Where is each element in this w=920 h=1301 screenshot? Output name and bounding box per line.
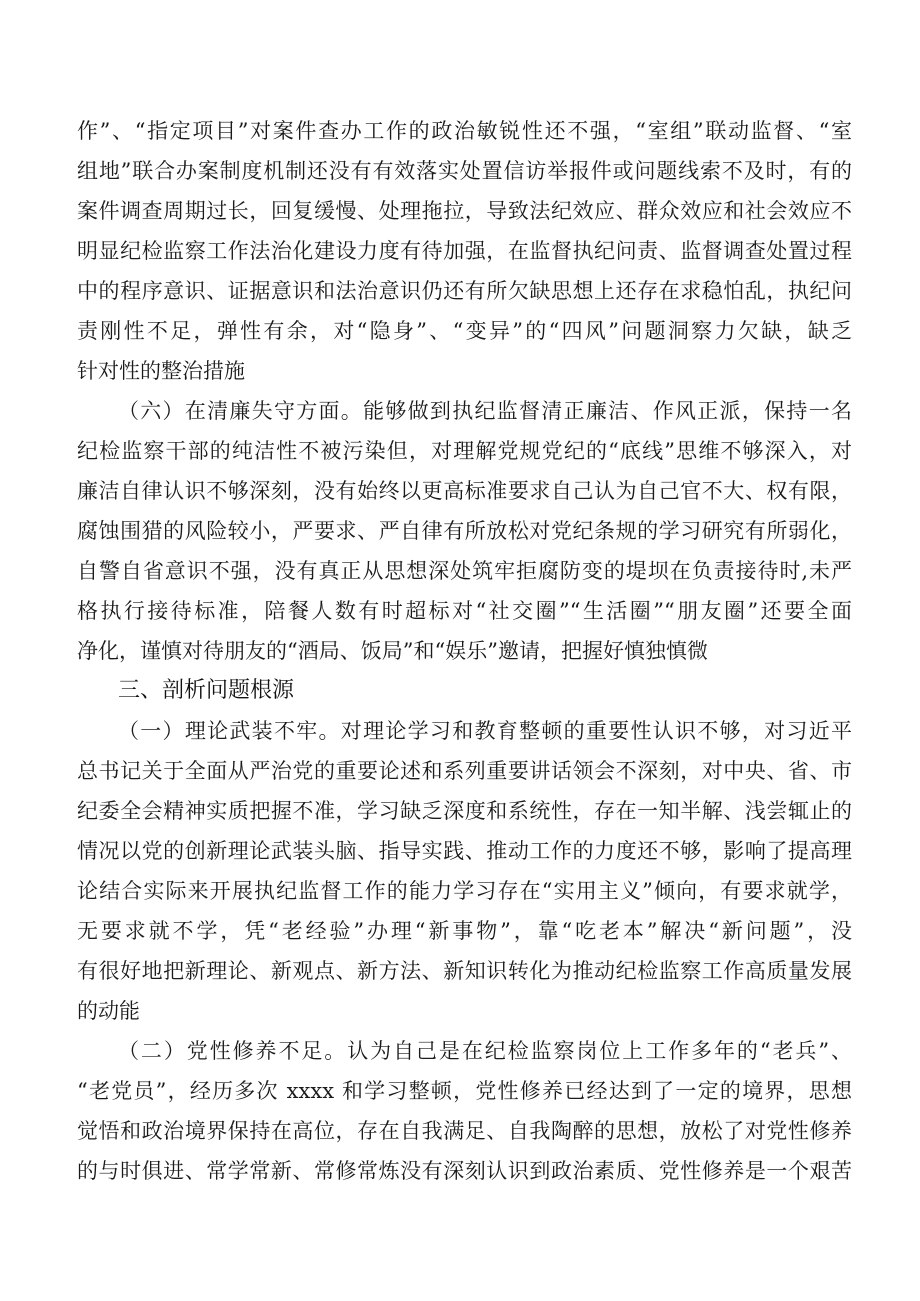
body-text-line: “老党员”，经历多次 xxxx 和学习整顿，党性修养已经达到了一定的境界，思想 bbox=[77, 1079, 852, 1103]
body-text-line: 腐蚀围猎的风险较小，严要求、严自律有所放松对党纪条规的学习研究有所弱化， bbox=[77, 519, 852, 543]
body-text-line: 的动能 bbox=[77, 999, 140, 1023]
body-text-line: 总书记关于全面从严治党的重要论述和系列重要讲话领会不深刻，对中央、省、市 bbox=[77, 759, 852, 783]
body-text-line: 情况以党的创新理论武装头脑、指导实践、推动工作的力度还不够，影响了提高理 bbox=[77, 839, 852, 863]
body-text-line: 净化，谨慎对待朋友的“酒局、饭局”和“娱乐”邀请，把握好慎独慎微 bbox=[77, 639, 708, 663]
body-text-line: 格执行接待标准，陪餐人数有时超标对“社交圈”“生活圈”“朋友圈”还要全面 bbox=[77, 599, 852, 623]
body-text-line: 案件调查周期过长，回复缓慢、处理拖拉，导致法纪效应、群众效应和社会效应不 bbox=[77, 199, 852, 223]
paragraph-first-line: （一）理论武装不牢。对理论学习和教育整顿的重要性认识不够，对习近平 bbox=[118, 719, 852, 743]
body-text-line: 纪检监察干部的纯洁性不被污染但，对理解党规党纪的“底线”思维不够深入，对 bbox=[77, 439, 852, 463]
body-text-line: 针对性的整治措施 bbox=[77, 359, 245, 383]
paragraph-first-line: （六）在清廉失守方面。能够做到执纪监督清正廉洁、作风正派，保持一名 bbox=[118, 399, 852, 423]
body-text-line: 纪委全会精神实质把握不准，学习缺乏深度和系统性，存在一知半解、浅尝辄止的 bbox=[77, 799, 852, 823]
body-text-line: 作”、“指定项目”对案件查办工作的政治敏锐性还不强，“室组”联动监督、“室 bbox=[77, 119, 852, 143]
body-text-line: 觉悟和政治境界保持在高位，存在自我满足、自我陶醉的思想，放松了对党性修养 bbox=[77, 1119, 852, 1143]
body-text-line: 责刚性不足，弹性有余，对“隐身”、“变异”的“四风”问题洞察力欠缺，缺乏 bbox=[77, 319, 852, 343]
body-text-line: 廉洁自律认识不够深刻，没有始终以更高标准要求自己认为自己官不大、权有限， bbox=[77, 479, 852, 503]
section-heading: 三、剖析问题根源 bbox=[118, 678, 295, 703]
body-text-line: 论结合实际来开展执纪监督工作的能力学习存在“实用主义”倾向，有要求就学， bbox=[77, 879, 852, 903]
body-text-line: 中的程序意识、证据意识和法治意识仍还有所欠缺思想上还存在求稳怕乱，执纪问 bbox=[77, 279, 852, 303]
paragraph-first-line: （二）党性修养不足。认为自己是在纪检监察岗位上工作多年的“老兵”、 bbox=[118, 1039, 852, 1063]
body-text-line: 明显纪检监察工作法治化建设力度有待加强，在监督执纪问责、监督调查处置过程 bbox=[77, 239, 852, 263]
body-text-line: 无要求就不学，凭“老经验”办理“新事物”，靠“吃老本”解决“新问题”，没 bbox=[77, 919, 852, 943]
body-text-line: 自警自省意识不强，没有真正从思想深处筑牢拒腐防变的堤坝在负责接待时,未严 bbox=[77, 559, 852, 583]
body-text-line: 组地”联合办案制度机制还没有有效落实处置信访举报件或问题线索不及时，有的 bbox=[77, 159, 852, 183]
body-text-line: 有很好地把新理论、新观点、新方法、新知识转化为推动纪检监察工作高质量发展 bbox=[77, 959, 852, 983]
body-text-line: 的与时俱进、常学常新、常修常炼没有深刻认识到政治素质、党性修养是一个艰苦 bbox=[77, 1159, 852, 1183]
